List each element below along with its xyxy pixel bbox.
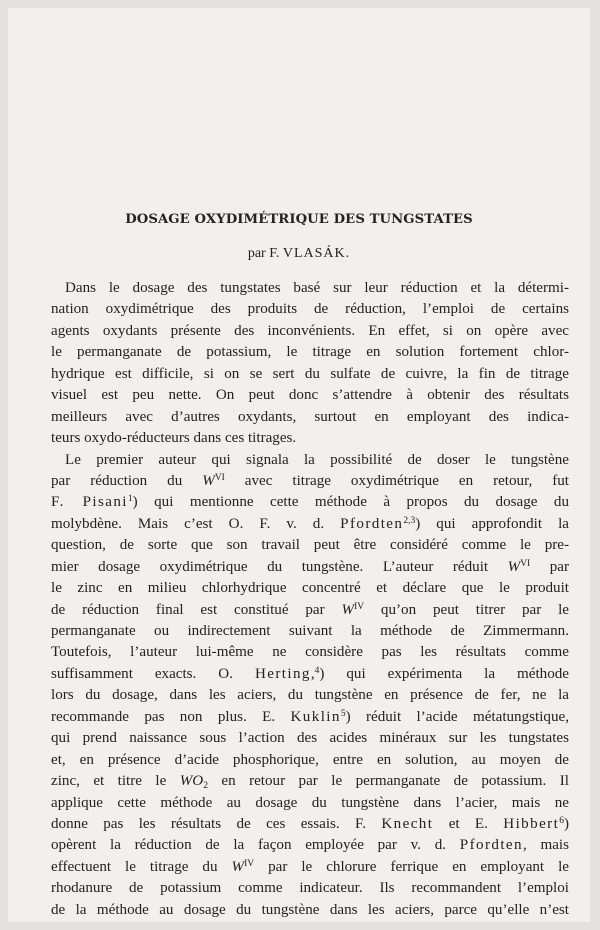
text-line: applique cette méthode au dosage du tungstène dans l’acier, mais ne [51,794,569,811]
text-line: Dans le dosage des tungstates basé sur leur réduction et la détermi- [65,280,569,296]
text-line: recommande pas non plus. E. Kuklin$^5$) réduit l’acide métatungstique, [51,708,569,725]
text-line: le zinc en milieu chlorhydrique concentré et déclare que le produit [51,580,569,597]
body-text [51,278,569,921]
text-line: effectuent le titrage du $W^{IV}$ par le chlorure ferrique en employant le [51,858,569,875]
text-line: qui prend naissance sous l’action des acides minéraux sur les tungstates [51,730,569,747]
text-line: opèrent la réduction de la façon employée par v. d. Pfordten, mais [51,837,569,854]
text-line: mier dosage oxydimétrique du tungstène. L’auteur réduit $W^{VI}$ par [51,558,569,575]
text-line: donne pas les résultats de ces essais. F. Knecht et E. Hibbert$^6$) [51,815,569,832]
text-line: zinc, et titre le $WO_2$ en retour par le permanganate de potassium. Il [51,773,569,792]
text-line: rhodanure de potassium comme indicateur. Ils recommandent l’emploi [51,880,569,897]
text-line: permanganate ou indirectement suivant la méthode de Zimmermann. [51,623,569,639]
text-line: question, de sorte que son travail peut être considéré comme le pre- [51,537,569,554]
text-line: Toutefois, l’auteur lui-même ne considère pas les résultats comme [51,644,569,661]
text-line: de réduction final est constitué par $W^{IV}$ qu’on peut titrer par le [51,601,569,618]
text-line: de la méthode au dosage du tungstène dans les aciers, parce qu’elle n’est [51,901,569,918]
text-line: Le premier auteur qui signala la possibilité de doser le tungstène [65,451,569,468]
page [8,8,590,922]
author-name: VLASÁK. [282,246,351,261]
author-prefix: par F. [247,246,280,261]
text-line: par réduction du $W^{VI}$ avec titrage oxydimétrique en retour, fut [51,472,570,489]
text-line: nation oxydimétrique des produits de réduction, l’emploi de certains [51,301,569,318]
text-line: et, en présence d’acide phosphorique, entre en solution, au moyen de [51,751,569,768]
text-line: molybdène. Mais c’est O. F. v. d. Pfordten$^{2,3}$) qui approfondit la [51,515,569,532]
text-line: visuel est peu nette. On peut donc s’attendre à obtenir des résultats [51,387,569,404]
text-line: le permanganate de potassium, le titrage en solution fortement chlor- [51,344,569,361]
text-line: meilleurs avec d’autres oxydants, surtout en employant des indica- [51,408,569,425]
text-line: hydrique est difficile, si on se sert du sulfate de cuivre, la fin de titrage [51,365,569,382]
text-line: F. Pisani$^1$) qui mentionne cette méthode à propos du dosage du [51,494,569,511]
author-line [8,246,590,262]
paper-title: DOSAGE OXYDIMÉTRIQUE DES TUNGSTATES [125,212,473,227]
text-line: teurs oxydo-réducteurs dans ces titrages. [51,430,297,447]
text-line: lors du dosage, dans les aciers, du tungstène en présence de fer, ne la [51,687,569,704]
text-line: suffisamment exacts. O. Herting,$^4$) qui expérimenta la méthode [51,665,569,682]
text-line: agents oxydants présente des inconvénients. En effet, si on opère avec [51,322,569,339]
